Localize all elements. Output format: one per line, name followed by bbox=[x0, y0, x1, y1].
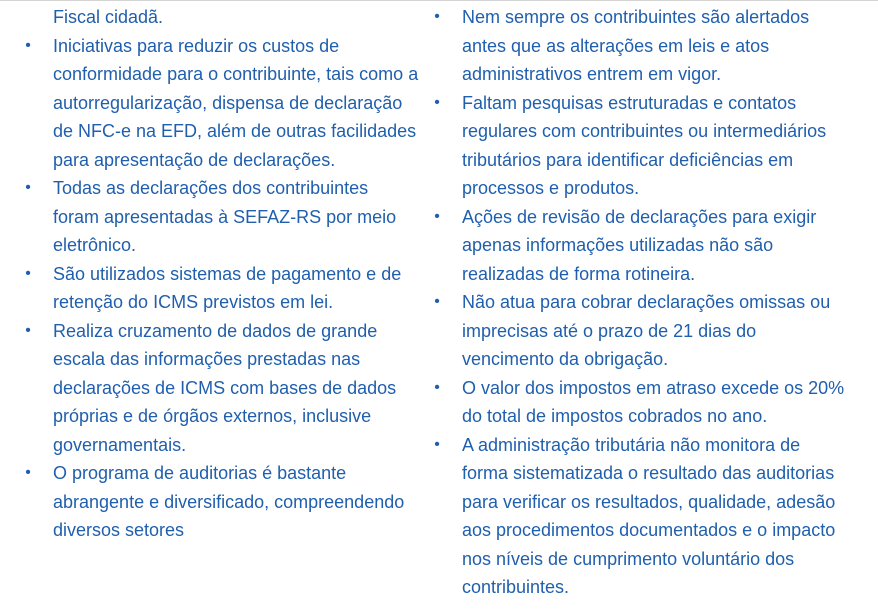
bullet-icon: • bbox=[434, 435, 440, 453]
list-item-text: Realiza cruzamento de dados de grande escala das informações prestadas nas declarações de ICMS com bases de dados próprias e de órgãos externos, inclusive governamentais. bbox=[53, 320, 397, 455]
list-item bbox=[434, 431, 846, 602]
list-item-text: Ações de revisão de declarações para exigir apenas informações utilizadas não são realizadas de forma rotineira. bbox=[462, 206, 817, 284]
bullet-icon: • bbox=[434, 207, 440, 225]
list-item bbox=[25, 32, 419, 175]
bullet-icon: • bbox=[434, 8, 440, 25]
right-bullet-list bbox=[434, 3, 846, 602]
bullet-icon: • bbox=[25, 464, 31, 481]
bullet-icon: • bbox=[25, 264, 31, 282]
bullet-icon: • bbox=[434, 93, 440, 111]
list-item-text: Todas as declarações dos contribuintes foram apresentadas à SEFAZ-RS por meio eletrônico. bbox=[53, 178, 397, 255]
list-item bbox=[434, 3, 846, 89]
list-item-text: Nem sempre os contribuintes são alertados antes que as alterações em leis e atos administrativos entrem em vigor. bbox=[462, 7, 810, 84]
list-item bbox=[25, 459, 419, 545]
list-item bbox=[25, 174, 419, 260]
list-item bbox=[434, 288, 846, 374]
list-item-text: Faltam pesquisas estruturadas e contatos regulares com contribuintes ou intermediários tributários para identificar deficiências em processos e produtos. bbox=[462, 92, 827, 198]
list-item bbox=[25, 260, 419, 317]
bullet-icon: • bbox=[434, 378, 440, 396]
list-item-text: O programa de auditorias é bastante abrangente e diversificado, compreendendo diversos setores bbox=[53, 463, 405, 540]
list-item-text: A administração tributária não monitora de forma sistematizada o resultado das auditorias para verificar os resultados, qualidade, adesão aos procedimentos documentados e o impacto nos níveis de cumprimento voluntário dos contribuintes. bbox=[462, 434, 836, 597]
list-item-text: Não atua para cobrar declarações omissas ou imprecisas até o prazo de 21 dias do vencimento da obrigação. bbox=[462, 292, 831, 369]
list-item-continuation bbox=[53, 3, 419, 32]
list-item-text: São utilizados sistemas de pagamento e de retenção do ICMS previstos em lei. bbox=[53, 263, 402, 312]
bullet-icon: • bbox=[25, 36, 31, 54]
left-bullet-list bbox=[25, 3, 419, 545]
table-top-border bbox=[0, 0, 878, 1]
bullet-icon: • bbox=[25, 321, 31, 339]
list-item bbox=[25, 317, 419, 460]
bullet-icon: • bbox=[25, 179, 31, 196]
list-item-text: Iniciativas para reduzir os custos de conformidade para o contribuinte, tais como a autorregularização, dispensa de declaração de NFC-e na EFD, além de outras facilidades para apresentação de declarações. bbox=[53, 35, 419, 170]
bullet-icon: • bbox=[434, 293, 440, 310]
list-item-text: O valor dos impostos em atraso excede os 20% do total de impostos cobrados no ano. bbox=[462, 377, 845, 426]
list-item bbox=[434, 374, 846, 431]
list-item-text: Fiscal cidadã. bbox=[53, 7, 164, 27]
list-item bbox=[434, 89, 846, 203]
list-item bbox=[434, 203, 846, 289]
